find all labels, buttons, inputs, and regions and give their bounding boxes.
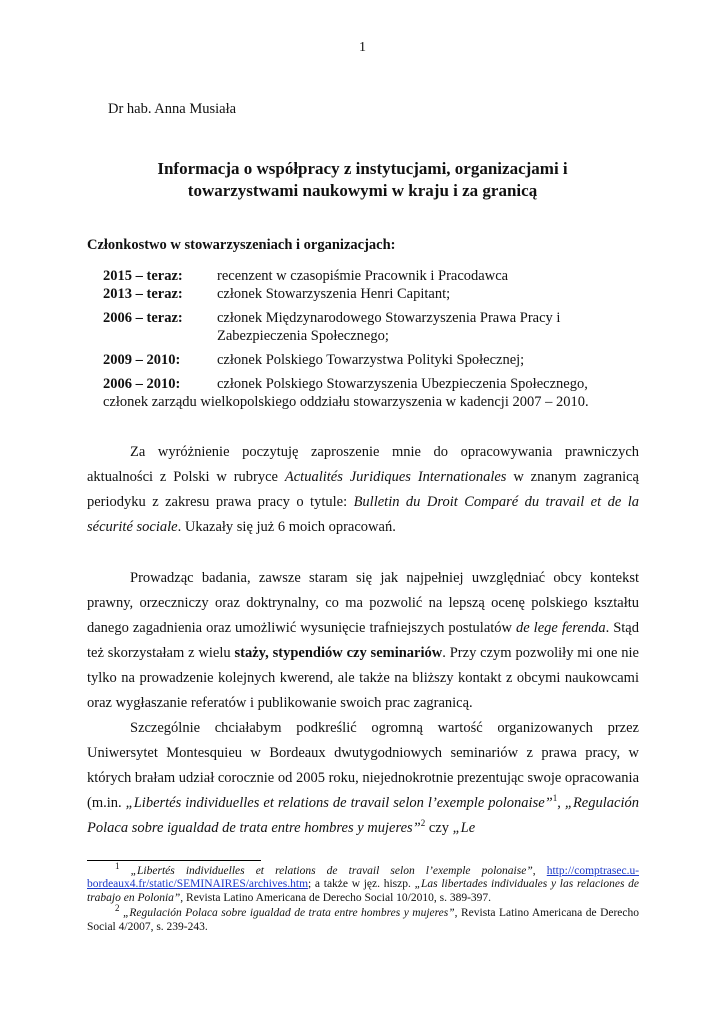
membership-item xyxy=(103,285,643,303)
membership-text: członek Polskiego Towarzystwa Polityki Społecznej; xyxy=(217,352,525,368)
footnotes xyxy=(87,861,640,936)
paragraph-bulletin: Za wyróżnienie poczytuję zaproszenie mnie do opracowywania prawniczych aktualności z Polski w rubryce Actualités Juridiques Internationales w znanym zagranicą periodyku z zakresu prawa pracy o tytule: Bulletin du Droit Comparé du travail et de la sécurité sociale. Ukazały się już 6 moich opracowań. xyxy=(87,444,639,535)
membership-years: 2013 – teraz: xyxy=(103,286,183,302)
paper-title: „Le xyxy=(452,820,476,836)
membership-text-line: Zabezpieczenia Społecznego; xyxy=(217,328,389,344)
footnote-ref-2[interactable]: 2 xyxy=(420,818,426,829)
latin-phrase: de lege ferenda xyxy=(516,620,606,636)
title-line-2: towarzystwami naukowymi w kraju i za granicą xyxy=(187,181,538,200)
paragraph-research: Prowadząc badania, zawsze staram się jak najpełniej uwzględniać obcy kontekst prawny, orzeczniczy oraz doktrynalny, co ma pozwolić na lepszą ocenę polskiego kształtu danego zagadnienia oraz umożliwić wysunięcie trafniejszych postulatów de lege ferenda. Stąd też skorzystałam z wielu staży, stypendiów czy seminariów. Przy czym pozwoliły mi one nie tylko na prowadzenie kolejnych kwerend, ale także na bliższy kontakt z obcymi naukowcami oraz wygłaszanie referatów i publikowanie swoich prac zagranicą. xyxy=(87,570,639,711)
footnote-ref-1[interactable]: 1 xyxy=(552,793,558,804)
membership-item xyxy=(103,351,643,369)
seminar-archive-link[interactable]: http://comptrasec.u-bordeaux4.fr/static/SEMINAIRES/archives.htm xyxy=(87,865,640,891)
paragraph-seminars: Szczególnie chciałabym podkreślić ogromną wartość organizowanych przez Uniwersytet Montesquieu w Bordeaux dwutygodniowych seminariów z prawa pracy, w których brałam udział corocznie od 2005 roku, niejednokrotnie prezentując swoje opracowania (m.in. „Libertés individuelles et relations de travail selon l’exemple polonaise”$^1$, „Regulación Polaca sobre igualdad de trata entre hombres y mujeres”$^2$ czy „Le xyxy=(87,720,639,836)
membership-years: 2006 – teraz: xyxy=(103,310,183,326)
footnote-divider xyxy=(87,860,261,861)
periodical-title: Bulletin du Droit Comparé du travail et de la sécurité sociale xyxy=(87,494,639,535)
membership-item xyxy=(103,267,643,285)
membership-years: 2006 – 2010: xyxy=(103,376,181,392)
membership-text: członek Polskiego Stowarzyszenia Ubezpieczenia Społecznego, xyxy=(217,376,588,392)
membership-years: 2009 – 2010: xyxy=(103,352,181,368)
author-name: Dr hab. Anna Musiała xyxy=(108,101,237,117)
membership-text xyxy=(217,309,643,345)
footnote-1: $^1$ „Libertés individuelles et relations de travail selon l’exemple polonaise”, http://comptrasec.u-bordeaux4.fr/static/SEMINAIRES/archives.htm; a także w jęz. hiszp. „Las libertades individuales y las relaciones de trabajo en Polonia”, Revista Latino Americana de Derecho Social 10/2010, s. 389-397. xyxy=(87,861,640,904)
membership-years: 2015 – teraz: xyxy=(103,268,183,284)
rubric-title: Actualités Juridiques Internationales xyxy=(284,469,507,485)
paper-title: „Regulación Polaca sobre igualdad de trata entre hombres y mujeres” xyxy=(87,795,639,836)
membership-item xyxy=(103,375,643,411)
document-title xyxy=(130,158,595,202)
membership-text-line: członek Międzynarodowego Stowarzyszenia Prawa Pracy i xyxy=(217,310,561,326)
membership-item xyxy=(103,309,643,345)
footnote-mark: 1 xyxy=(115,861,120,872)
membership-list xyxy=(103,267,643,411)
page-number: 1 xyxy=(359,40,366,55)
membership-text: członek Stowarzyszenia Henri Capitant; xyxy=(217,286,451,302)
paper-title: „Libertés individuelles et relations de travail selon l’exemple polonaise” xyxy=(125,795,553,811)
title-line-1: Informacja o współpracy z instytucjami, organizacjami i xyxy=(157,159,568,178)
footnote-2: $^2$ „Regulación Polaca sobre igualdad de trata entre hombres y mujeres”, Revista Latino Americana de Derecho Social 4/2007, s. 239-243. xyxy=(87,903,640,933)
footnote-mark: 2 xyxy=(115,903,120,914)
bold-phrase: staży, stypendiów czy seminariów xyxy=(234,645,443,661)
membership-text-line: członek zarządu wielkopolskiego oddziału stowarzyszenia w kadencji 2007 – 2010. xyxy=(103,394,589,410)
membership-text: recenzent w czasopiśmie Pracownik i Pracodawca xyxy=(217,268,509,284)
section-heading: Członkostwo w stowarzyszeniach i organizacjach: xyxy=(87,237,396,253)
